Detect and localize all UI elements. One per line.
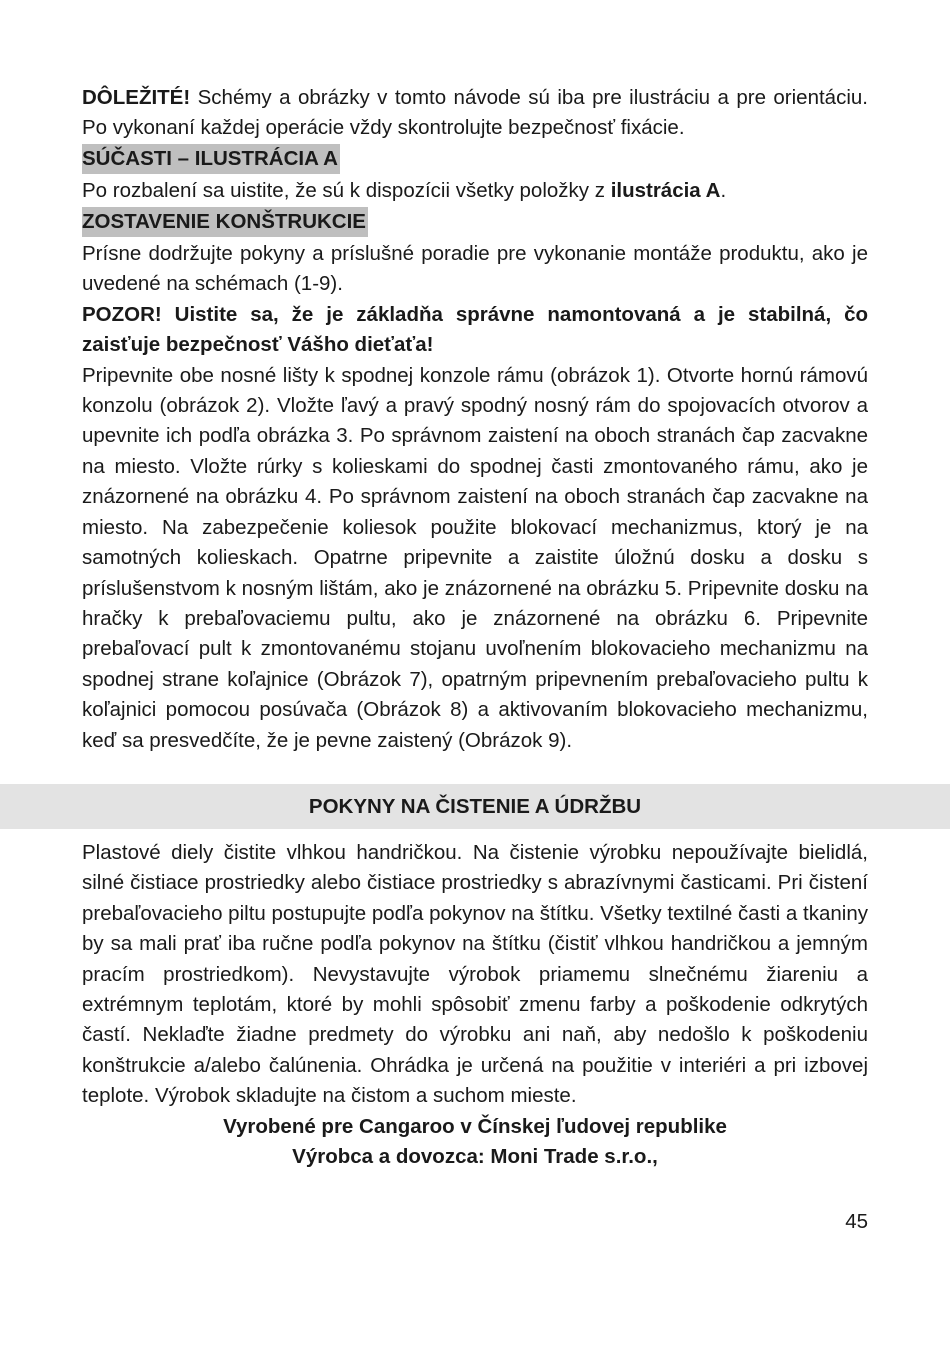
assembly-heading: ZOSTAVENIE KONŠTRUKCIE [82,207,368,237]
intro-text: Schémy a obrázky v tomto návode sú iba pre ilustráciu a pre orientáciu. Po vykonaní každej operácie vždy skontrolujte bezpečnosť fixácie. [82,86,868,140]
made-in-line: Vyrobené pre Cangaroo v Čínskej ľudovej republike [223,1114,727,1138]
important-label: DÔLEŽITÉ! [82,86,191,109]
lower-text-column [82,838,868,1172]
upper-text-column [82,83,868,756]
manufacturer-line: Výrobca a dovozca: Moni Trade s.r.o., [292,1145,658,1169]
parts-heading: SÚČASTI – ILUSTRÁCIA A [82,144,340,174]
parts-text-before: Po rozbalení sa uistite, že sú k dispozícii všetky položky z [82,179,611,203]
intro-paragraph [82,83,868,144]
parts-text-after: . [720,179,727,203]
parts-heading-row [82,144,868,176]
parts-paragraph [82,176,868,206]
assembly-heading-row [82,207,868,239]
care-heading: POKYNY NA ČISTENIE A ÚDRŽBU [308,795,642,818]
care-paragraph: Plastové diely čistite vlhkou handričkou. Na čistenie výrobku nepoužívajte bielidlá, silné čistiace prostriedky alebo čistiace prostriedky s abrazívnymi časticami. Pri čistení prebaľovacieho piltu postupujte podľa pokynov na štítku. Všetky textilné časti a tkaniny by sa mali prať iba ručne podľa pokynov na štítku (čistiť vlhkou handričkou a jemným pracím prostriedkom). Nevystavujte výrobok priamemu slnečnému žiareniu a extrémnym teplotám, ktoré by mohli spôsobiť zmenu farby a poškodenie odkrytých častí. Neklaďte žiadne predmety do výrobku ani naň, aby nedošlo k poškodeniu konštrukcie a/alebo čalúnenia. Ohrádka je určená na použitie v interiéri a pri izbovej teplote. Výrobok skladujte na čistom a suchom mieste. [82,841,868,1108]
page-number: 45 [845,1210,868,1233]
parts-text-bold: ilustrácia A [610,179,721,203]
assembly-paragraph: Prísne dodržujte pokyny a príslušné poradie pre vykonanie montáže produktu, ako je uvedené na schémach (1-9). [82,242,868,296]
assembly-instructions: Pripevnite obe nosné lišty k spodnej konzole rámu (obrázok 1). Otvorte hornú rámovú konzolu (obrázok 2). Vložte ľavý a pravý spodný nosný rám do spojovacích otvorov a upevnite ich podľa obrázka 3. Po správnom zaistení na oboch stranách čap zacvakne na miesto. Vložte rúrky s kolieskami do spodnej časti zmontovaného rámu, ako je znázornené na obrázku 4. Po správnom zaistení na oboch stranách čap zacvakne na miesto. Na zabezpečenie koliesok použite blokovací mechanizmus, ktorý je na samotných kolieskach. Opatrne pripevnite a zaistite úložnú dosku a dosku s príslušenstvom k nosným lištám, ako je znázornené na obrázku 5. Pripevnite dosku na hračky k prebaľovaciemu pultu, ako je znázornené na obrázku 6. Pripevnite prebaľovací pult k zmontovanému stojanu uvoľnením blokovacieho mechanizmu na spodnej strane koľajnice (Obrázok 7), opatrným pripevnením prebaľovacieho pultu k koľajnici pomocou posúvača (Obrázok 8) a aktivovaním blokovacieho mechanizmu, keď sa presvedčíte, že je pevne zaistený (Obrázok 9). [82,363,868,752]
assembly-warning: POZOR! Uistite sa, že je základňa správne namontovaná a je stabilná, čo zaisťuje bezpečnosť Vášho dieťaťa! [82,302,868,357]
